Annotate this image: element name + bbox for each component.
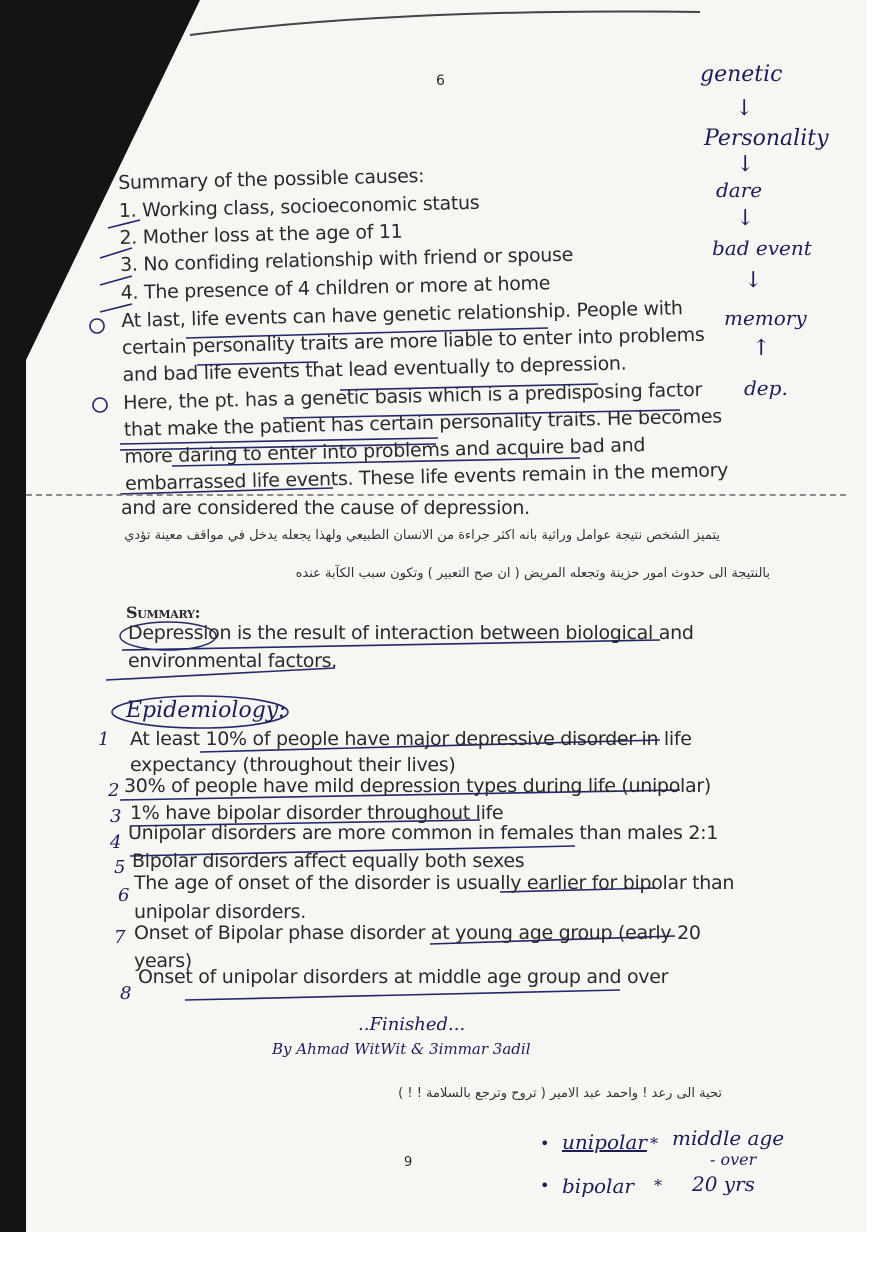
para1-line: At last, life events can have genetic relationship. People with bbox=[121, 297, 683, 332]
page-number-top: 6 bbox=[436, 73, 445, 89]
para2-line: more daring to enter into problems and acquire bad and bbox=[124, 434, 646, 468]
epi-marker: 7 bbox=[114, 927, 126, 948]
margin-note: dep. bbox=[744, 376, 788, 400]
margin-note: Personality bbox=[704, 126, 829, 151]
para2-line: Here, the pt. has a genetic basis which is a predisposing factor bbox=[122, 378, 703, 414]
summary-label: Summary: bbox=[126, 603, 201, 622]
epi-item: unipolar disorders. bbox=[134, 901, 306, 923]
epi-marker: 4 bbox=[110, 832, 122, 853]
epi-item: expectancy (throughout their lives) bbox=[130, 754, 456, 776]
para2-line: embarrassed life events. These life events remain in the memory bbox=[124, 459, 729, 495]
note-star: * bbox=[654, 1176, 662, 1195]
epi-item: 1% have bipolar disorder throughout life bbox=[130, 802, 504, 824]
arabic-note: بالنتيجة الى حدوث امور حزينة وتجعله المريض ( ان صح التعبير ) وتكون سبب الكآبة عنده bbox=[295, 566, 770, 581]
finished-label: ..Finished... bbox=[358, 1014, 466, 1035]
para2-line: and are considered the cause of depression. bbox=[121, 497, 530, 519]
margin-note: genetic bbox=[700, 62, 783, 87]
margin-arrow: ↓ bbox=[735, 96, 754, 121]
authors: By Ahmad WitWit & 3immar 3adil bbox=[272, 1040, 531, 1058]
arabic-note: يتميز الشخص نتيجة عوامل وراثية بانه اكثر جراءة من الانسان الطبيعي ولهذا يجعله يدخل في مواقف معينة تؤدي bbox=[124, 528, 720, 543]
note-star: * bbox=[650, 1134, 658, 1153]
cause-item: 4. The presence of 4 children or more at home bbox=[120, 272, 551, 304]
epi-marker: 6 bbox=[118, 885, 130, 906]
cause-item: 3. No confiding relationship with friend or spouse bbox=[119, 243, 574, 276]
page-number-bottom: 9 bbox=[404, 1155, 412, 1170]
margin-note: bad event bbox=[712, 236, 812, 260]
para1-line: certain personality traits are more liable to enter into problems bbox=[121, 323, 705, 359]
note-bipolar-label: bipolar bbox=[562, 1174, 634, 1198]
margin-arrow: ↓ bbox=[736, 152, 755, 177]
causes-heading: Summary of the possible causes: bbox=[118, 165, 425, 194]
epidemiology-heading: Epidemiology: bbox=[126, 698, 286, 723]
margin-note: dare bbox=[716, 178, 763, 202]
epi-item: Bipolar disorders affect equally both sexes bbox=[132, 850, 525, 872]
epi-marker: 5 bbox=[114, 857, 126, 878]
margin-note: memory bbox=[724, 306, 807, 330]
section-divider bbox=[26, 494, 846, 496]
note-unipolar-label: unipolar bbox=[562, 1130, 647, 1154]
epi-marker: 1 bbox=[98, 729, 110, 750]
epi-item: years) bbox=[134, 950, 192, 972]
epi-marker: 3 bbox=[110, 806, 122, 827]
note-bullet: • bbox=[540, 1134, 550, 1153]
note-unipolar-value: middle age bbox=[672, 1126, 785, 1150]
epi-item: At least 10% of people have major depressive disorder in life bbox=[130, 728, 692, 750]
epi-item: The age of onset of the disorder is usually earlier for bipolar than bbox=[134, 872, 735, 894]
epi-marker: 2 bbox=[108, 780, 120, 801]
epi-item: Onset of Bipolar phase disorder at young age group (early 20 bbox=[134, 922, 701, 944]
arabic-dedication: تحية الى رعد ! واحمد عبد الامير ( تروح وترجع بالسلامة ! ! ) bbox=[398, 1086, 722, 1101]
epi-marker: 8 bbox=[120, 983, 132, 1004]
margin-arrow: ↓ bbox=[736, 206, 755, 231]
para1-line: and bad life events that lead eventually to depression. bbox=[122, 352, 627, 386]
margin-arrow: ↓ bbox=[744, 268, 763, 293]
note-unipolar-sub: - over bbox=[710, 1150, 757, 1169]
epi-item: Onset of unipolar disorders at middle age group and over bbox=[138, 966, 669, 988]
epi-item: Unipolar disorders are more common in females than males 2:1 bbox=[128, 822, 718, 844]
para2-line: that make the patient has certain personality traits. He becomes bbox=[123, 405, 723, 441]
summary-line: Depression is the result of interaction between biological and bbox=[128, 622, 694, 644]
summary-line: environmental factors. bbox=[128, 650, 337, 672]
margin-arrow: ↑ bbox=[752, 336, 771, 361]
epi-item: 30% of people have mild depression types during life (unipolar) bbox=[124, 775, 711, 797]
note-bullet: • bbox=[540, 1176, 550, 1195]
cause-item: 2. Mother loss at the age of 11 bbox=[119, 220, 403, 249]
note-bipolar-value: 20 yrs bbox=[692, 1172, 755, 1196]
cause-item: 1. Working class, socioeconomic status bbox=[118, 191, 480, 222]
